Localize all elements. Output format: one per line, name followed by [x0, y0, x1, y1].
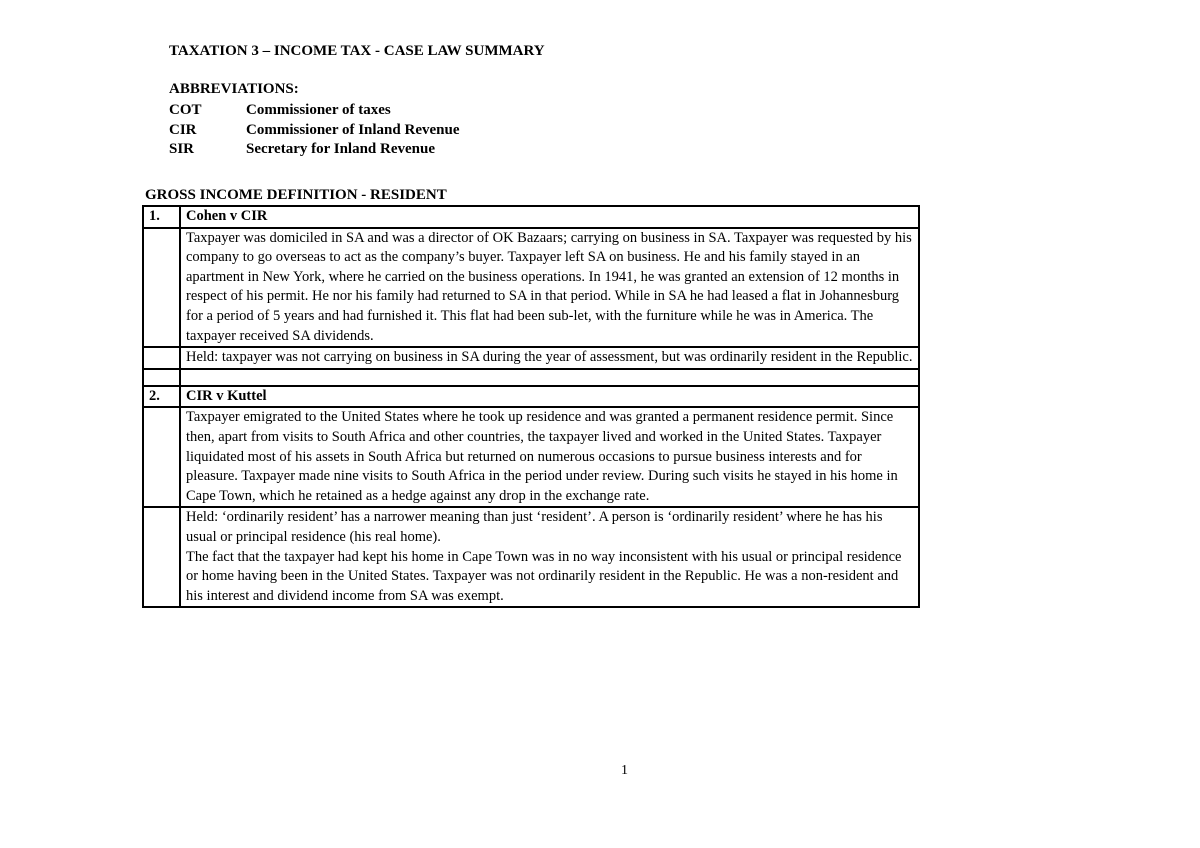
spacer-row: [143, 369, 919, 386]
case-facts: Taxpayer was domiciled in SA and was a director of OK Bazaars; carrying on business in SA. Taxpayer was requested by his company to go overseas to act as the company’s buyer. Taxpayer left SA on business. He and his family stayed in an apartment in New York, where he carried on the business operations. In 1941, he was granted an extension of 12 months in respect of his permit. He nor his family had returned to SA in that period. While in SA he had leased a flat in Johannesburg for a period of 5 years and had furnished it. This flat had been sub-let, with the furniture while he was in America. The taxpayer received SA dividends.: [180, 228, 919, 348]
case-held-row: [143, 347, 919, 369]
case-number: 1.: [143, 206, 180, 228]
section-title: GROSS INCOME DEFINITION - RESIDENT: [145, 187, 447, 203]
abbreviation-row: [169, 121, 460, 141]
document-title: TAXATION 3 – INCOME TAX - CASE LAW SUMMARY: [169, 43, 545, 59]
case-held-row: [143, 507, 919, 607]
abbreviation-code: SIR: [169, 141, 195, 158]
empty-cell: [143, 407, 180, 507]
page-number: 1: [621, 763, 628, 778]
abbreviation-meaning: Commissioner of taxes: [246, 102, 391, 118]
abbreviation-row: [169, 140, 460, 160]
case-name: CIR v Kuttel: [180, 386, 919, 408]
case-facts-row: [143, 407, 919, 507]
case-number: 2.: [143, 386, 180, 408]
case-held-paragraph: Held: ‘ordinarily resident’ has a narrower meaning than just ‘resident’. A person is ‘ordinarily resident’ where he has his usual or principal residence (his real home).: [186, 509, 883, 545]
abbreviation-meaning: Secretary for Inland Revenue: [246, 141, 436, 158]
abbreviation-row: [169, 101, 460, 121]
abbreviations-heading: ABBREVIATIONS:: [169, 81, 299, 97]
case-held-paragraph: The fact that the taxpayer had kept his home in Cape Town was in no way inconsistent with his usual or principal residence or home having been in the United States. Taxpayer was not ordinarily resident in the Republic. He was a non-resident and his interest and dividend income from SA was exempt.: [186, 548, 902, 604]
abbreviation-code: CIR: [169, 121, 197, 138]
abbreviation-code: COT: [169, 102, 202, 118]
abbreviation-meaning: Commissioner of Inland Revenue: [246, 121, 460, 138]
case-facts: Taxpayer emigrated to the United States where he took up residence and was granted a permanent residence permit. Since then, apart from visits to South Africa and other countries, the taxpayer lived and worked in the United States. Taxpayer liquidated most of his assets in South Africa but returned on numerous occasions to pursue business interests and for pleasure. Taxpayer made nine visits to South Africa in the period under review. During such visits he stayed in his home in Cape Town, which he retained as a hedge against any drop in the exchange rate.: [180, 407, 919, 507]
case-header-row: [143, 206, 919, 228]
case-held: Held: taxpayer was not carrying on business in SA during the year of assessment, but was ordinarily resident in the Republic.: [180, 347, 919, 369]
empty-cell: [143, 369, 180, 386]
case-table: [142, 205, 920, 608]
empty-cell: [180, 369, 919, 386]
case-header-row: [143, 386, 919, 408]
empty-cell: [143, 507, 180, 607]
case-facts-row: [143, 228, 919, 348]
case-held: [180, 507, 919, 607]
case-name: Cohen v CIR: [180, 206, 919, 228]
abbreviations-list: [169, 101, 460, 160]
empty-cell: [143, 347, 180, 369]
empty-cell: [143, 228, 180, 348]
